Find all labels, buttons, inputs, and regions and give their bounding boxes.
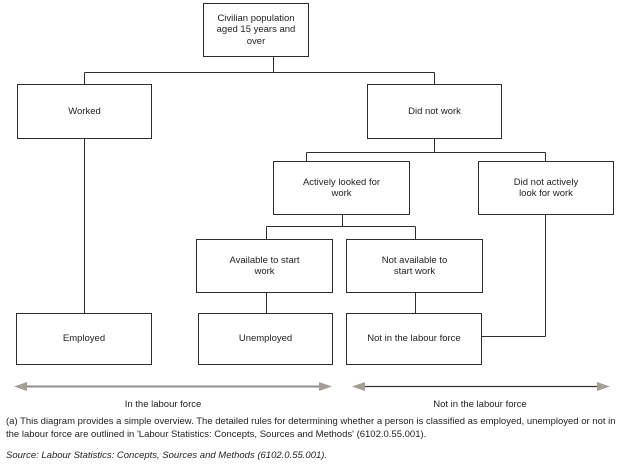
node-label: Did not work bbox=[408, 105, 461, 117]
node-label: Not in the labour force bbox=[367, 333, 461, 345]
node-label: Worked bbox=[68, 105, 101, 117]
arrow-head-right-icon bbox=[319, 382, 332, 391]
arrow-head-left-icon bbox=[352, 382, 365, 391]
node-label: Did not actively look for work bbox=[513, 176, 579, 199]
node-available-to-start-work bbox=[196, 239, 333, 293]
in-labour-force-label: In the labour force bbox=[124, 399, 202, 410]
node-civilian-population bbox=[203, 3, 309, 57]
not-in-labour-force-label: Not in the labour force bbox=[433, 399, 527, 410]
not-in-labour-force-arrow bbox=[352, 382, 610, 391]
node-did-not-work bbox=[367, 84, 502, 139]
node-label: Not available to start work bbox=[381, 254, 448, 277]
footnote: (a) This diagram provides a simple overview. The detailed rules for determining whether a person is classified as employed, unemployed or not in the labour force are outlined in 'Labour Statistics: Concepts, Sources and Methods' (6102.0.55.001). bbox=[6, 416, 616, 440]
node-not-in-labour-force bbox=[346, 313, 482, 365]
node-label: Unemployed bbox=[238, 333, 293, 345]
node-unemployed bbox=[198, 313, 333, 365]
node-not-available-to-start-work bbox=[346, 239, 483, 293]
arrow-head-right-icon bbox=[597, 382, 610, 391]
node-label: Civilian population aged 15 years and over bbox=[216, 12, 296, 47]
node-label: Available to start work bbox=[229, 254, 300, 277]
node-employed bbox=[16, 313, 152, 365]
source-note: Source: Labour Statistics: Concepts, Sources and Methods (6102.0.55.001). bbox=[6, 450, 328, 461]
arrow-head-left-icon bbox=[14, 382, 27, 391]
node-worked bbox=[17, 84, 152, 139]
node-label: Employed bbox=[62, 333, 106, 345]
node-label: Actively looked for work bbox=[302, 176, 381, 199]
node-did-not-actively-look bbox=[478, 161, 614, 215]
in-labour-force-arrow bbox=[14, 382, 332, 391]
node-actively-looked-for-work bbox=[273, 161, 410, 215]
